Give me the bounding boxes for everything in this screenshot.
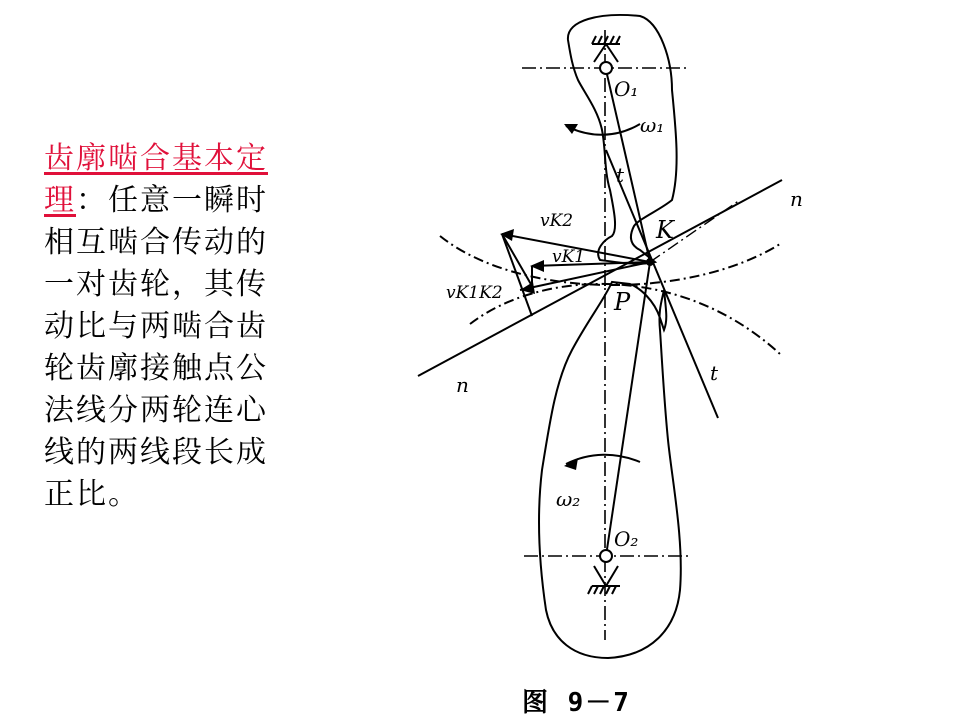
pivot-o1	[600, 62, 612, 74]
point-k	[647, 259, 653, 265]
theorem-body: 任意一瞬时相互啮合传动的一对齿轮，其传动比与两啮合齿轮齿廓接触点公法线分两轮连心线的两线段长成正比。	[44, 183, 268, 512]
arrow-vk2	[500, 229, 514, 241]
theorem-term: 齿廓啮合基本定理	[44, 141, 268, 218]
gear2-outline	[539, 282, 681, 658]
label-p: P	[614, 288, 631, 316]
label-vk1k2: vK1K2	[446, 283, 503, 303]
label-n-left: n	[456, 373, 469, 397]
label-t-bottom: t	[710, 361, 719, 385]
rotation-arrow-1	[564, 124, 578, 134]
label-o1: O₁	[614, 77, 639, 101]
label-o2: O₂	[614, 527, 639, 551]
figure-caption: 图 9－7	[522, 688, 631, 718]
label-w1: ω₁	[640, 113, 665, 137]
label-vk2: vK2	[540, 211, 574, 231]
label-n-right: n	[790, 187, 803, 211]
colon: ：	[76, 183, 108, 218]
pivot-o2	[600, 550, 612, 562]
support-o2	[588, 566, 620, 594]
label-w2: ω₂	[556, 487, 581, 511]
label-t-top: t	[616, 163, 625, 187]
construction-2	[502, 234, 532, 286]
label-k: K	[656, 216, 674, 244]
support-o1	[592, 36, 620, 62]
label-vk1: vK1	[552, 247, 586, 267]
